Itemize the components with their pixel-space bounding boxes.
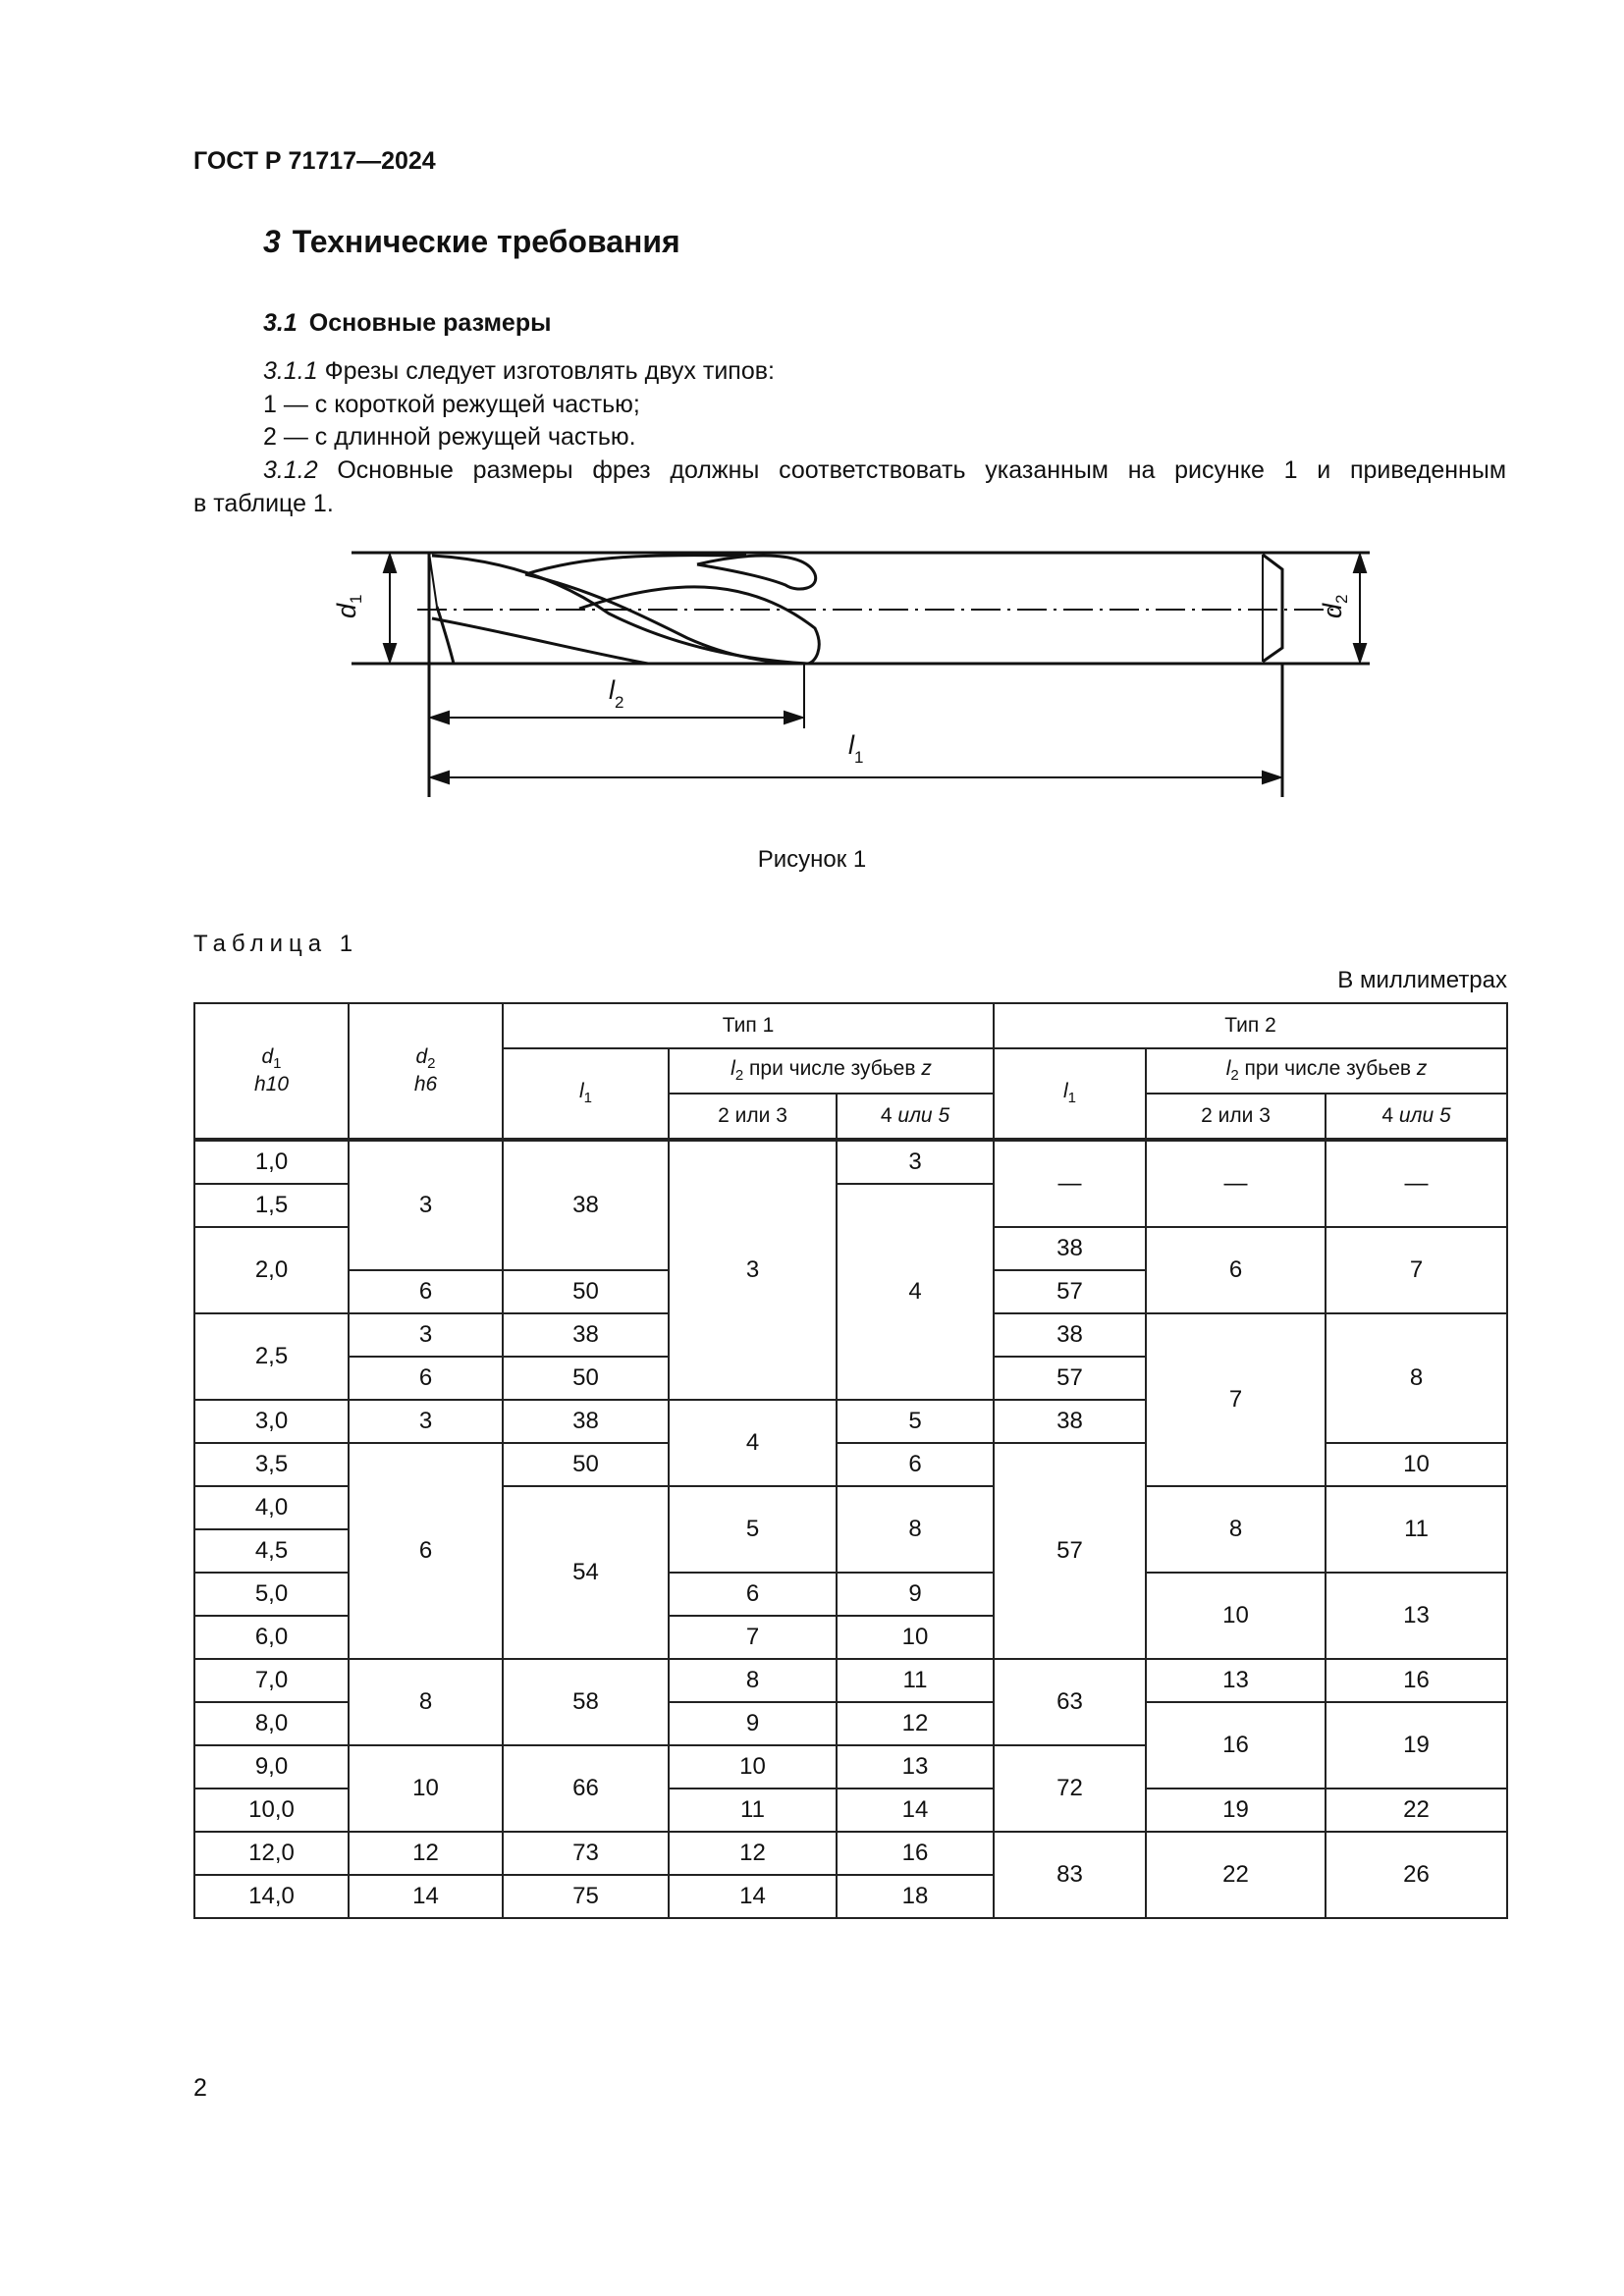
cell-t1-l2-23: 11 [669,1789,837,1832]
cell-t2-l1: 63 [994,1659,1146,1745]
cell-t2-l1: 57 [994,1443,1146,1659]
paragraph-text: Основные размеры фрез должны соответствовать указанным на рисунке 1 и приведенным [337,456,1507,484]
cell-t2-l2-45: 8 [1326,1313,1507,1443]
cell-t1-l2-23: 7 [669,1616,837,1659]
cell-d1: 3,5 [194,1443,349,1486]
flute-4 [579,587,819,664]
cell-d2: 14 [349,1875,503,1918]
cell-t1-l2-45: 12 [837,1702,994,1745]
cell-t2-l2-45: 16 [1326,1659,1507,1702]
cell-t1-l2-23: 9 [669,1702,837,1745]
cell-t1-l1: 38 [503,1313,669,1357]
cell-d1: 1,5 [194,1184,349,1227]
label-l2: $l_2$ [609,675,624,712]
figure-1-drawing [0,0,1624,844]
cell-t2-l2-45: 26 [1326,1832,1507,1918]
cell-t1-l2-23: 12 [669,1832,837,1875]
cell-d2: 3 [349,1140,503,1270]
cell-t1-l2-23: 6 [669,1573,837,1616]
list-item-type-2: 2 — с длинной режущей частью. [263,423,636,451]
cell-t2-l1: 57 [994,1357,1146,1400]
paragraph-number: 3.1.2 [263,456,318,484]
cell-t1-l1: 50 [503,1357,669,1400]
header-t1-l2: $l_2$ при числе зубьев z [669,1048,994,1094]
table-row [194,1832,1507,1875]
cell-t1-l2-45: 9 [837,1573,994,1616]
table-units: В миллиметрах [1337,967,1507,993]
cell-t1-l2-45: 3 [837,1140,994,1184]
cell-t2-l2-23: 22 [1146,1832,1326,1918]
cell-t1-l2-23: 10 [669,1745,837,1789]
cell-t1-l1: 50 [503,1443,669,1486]
cell-t2-l2-23: 13 [1146,1659,1326,1702]
flute-tip-top [697,556,816,589]
paragraph-text: Фрезы следует изготовлять двух типов: [324,357,775,385]
cell-t2-l2-45: 19 [1326,1702,1507,1789]
table-row [194,1659,1507,1702]
cell-t1-l1: 66 [503,1745,669,1832]
cell-d1: 8,0 [194,1702,349,1745]
cell-t1-l2-23: 3 [669,1140,837,1400]
cell-d1: 2,5 [194,1313,349,1400]
table-row [194,1140,1507,1184]
section-title: Технические требования [292,224,680,259]
cell-t1-l2-23: 5 [669,1486,837,1573]
cell-d1: 3,0 [194,1400,349,1443]
table-1 [193,1002,1508,1919]
cell-t2-l2-23: — [1146,1140,1326,1227]
header-t1-teeth-4-5: 4 или 5 [837,1094,994,1140]
cell-d2: 6 [349,1270,503,1313]
cell-t2-l2-23: 7 [1146,1313,1326,1486]
cell-t1-l2-23: 14 [669,1875,837,1918]
cell-t1-l2-45: 10 [837,1616,994,1659]
header-type-2: Тип 2 [994,1003,1507,1048]
cell-t1-l2-45: 18 [837,1875,994,1918]
cell-d2: 12 [349,1832,503,1875]
cell-d1: 9,0 [194,1745,349,1789]
shank-chamfer [1263,555,1282,662]
header-t2-l2: $l_2$ при числе зубьев z [1146,1048,1507,1094]
cell-t1-l2-23: 4 [669,1400,837,1486]
cell-t2-l2-45: 11 [1326,1486,1507,1573]
cell-d1: 4,5 [194,1529,349,1573]
label-l1: $l_1$ [848,730,864,767]
standard-id: ГОСТ Р 71717—2024 [193,147,436,175]
cell-t2-l2-23: 6 [1146,1227,1326,1313]
cell-t2-l1: 57 [994,1270,1146,1313]
cell-t2-l1: 72 [994,1745,1146,1832]
cell-d2: 6 [349,1357,503,1400]
table-caption: Таблица 1 [193,931,359,957]
cell-t2-l2-23: 19 [1146,1789,1326,1832]
page-number: 2 [193,2074,207,2102]
subsection-title: Основные размеры [308,309,552,337]
cell-t1-l2-45: 16 [837,1832,994,1875]
header-t2-teeth-4-5: 4 или 5 [1326,1094,1507,1140]
cell-t1-l1: 75 [503,1875,669,1918]
cell-t2-l2-23: 16 [1146,1702,1326,1789]
cell-t2-l1: 38 [994,1227,1146,1270]
cell-t1-l1: 38 [503,1140,669,1270]
cell-t1-l2-45: 13 [837,1745,994,1789]
cell-d1: 7,0 [194,1659,349,1702]
cell-t1-l1: 50 [503,1270,669,1313]
cell-t1-l2-45: 5 [837,1400,994,1443]
header-t1-teeth-2-3: 2 или 3 [669,1094,837,1140]
cell-d1: 5,0 [194,1573,349,1616]
header-type-1: Тип 1 [503,1003,994,1048]
cell-d2: 10 [349,1745,503,1832]
cell-t2-l2-45: 7 [1326,1227,1507,1313]
cell-t1-l2-23: 8 [669,1659,837,1702]
cell-t1-l1: 73 [503,1832,669,1875]
subsection-number: 3.1 [263,309,298,337]
cell-t1-l1: 38 [503,1400,669,1443]
cell-t2-l2-23: 10 [1146,1573,1326,1659]
cell-t2-l1: — [994,1140,1146,1227]
cell-d2: 3 [349,1400,503,1443]
cell-t2-l2-45: — [1326,1140,1507,1227]
cell-t2-l2-45: 13 [1326,1573,1507,1659]
cell-t1-l2-45: 14 [837,1789,994,1832]
cell-d2: 3 [349,1313,503,1357]
figure-caption: Рисунок 1 [757,846,867,873]
cell-d1: 14,0 [194,1875,349,1918]
paragraph-number: 3.1.1 [263,357,318,385]
cell-t1-l2-45: 8 [837,1486,994,1573]
header-t2-teeth-2-3: 2 или 3 [1146,1094,1326,1140]
cell-t1-l2-45: 6 [837,1443,994,1486]
cell-t1-l1: 58 [503,1659,669,1745]
header-t2-l1: $l_1$ [994,1048,1146,1140]
cell-d1: 12,0 [194,1832,349,1875]
label-d1: $d_1$ [332,594,365,618]
cell-d1: 1,0 [194,1140,349,1184]
cell-t2-l1: 38 [994,1313,1146,1357]
cell-t2-l2-45: 10 [1326,1443,1507,1486]
cell-d2: 6 [349,1443,503,1659]
cell-t2-l2-23: 8 [1146,1486,1326,1573]
cell-d1: 10,0 [194,1789,349,1832]
label-d2: $d_2$ [1318,594,1351,618]
flute-2 [432,618,648,664]
cell-t1-l2-45: 4 [837,1184,994,1400]
cell-t2-l1: 38 [994,1400,1146,1443]
header-t1-l1: $l_1$ [503,1048,669,1140]
cell-d1: 2,0 [194,1227,349,1313]
header-d2: $d_2$ h6 [349,1003,503,1140]
header-d1: $d_1$ h10 [194,1003,349,1140]
cell-d2: 8 [349,1659,503,1745]
cell-d1: 6,0 [194,1616,349,1659]
list-item-type-1: 1 — с короткой режущей частью; [263,391,640,418]
cell-d1: 4,0 [194,1486,349,1529]
cell-t1-l2-45: 11 [837,1659,994,1702]
section-number: 3 [263,224,281,259]
cutting-edge [437,607,454,664]
cell-t2-l1: 83 [994,1832,1146,1918]
cell-t2-l2-45: 22 [1326,1789,1507,1832]
paragraph-continuation: в таблице 1. [193,490,334,517]
cell-t1-l1: 54 [503,1486,669,1659]
